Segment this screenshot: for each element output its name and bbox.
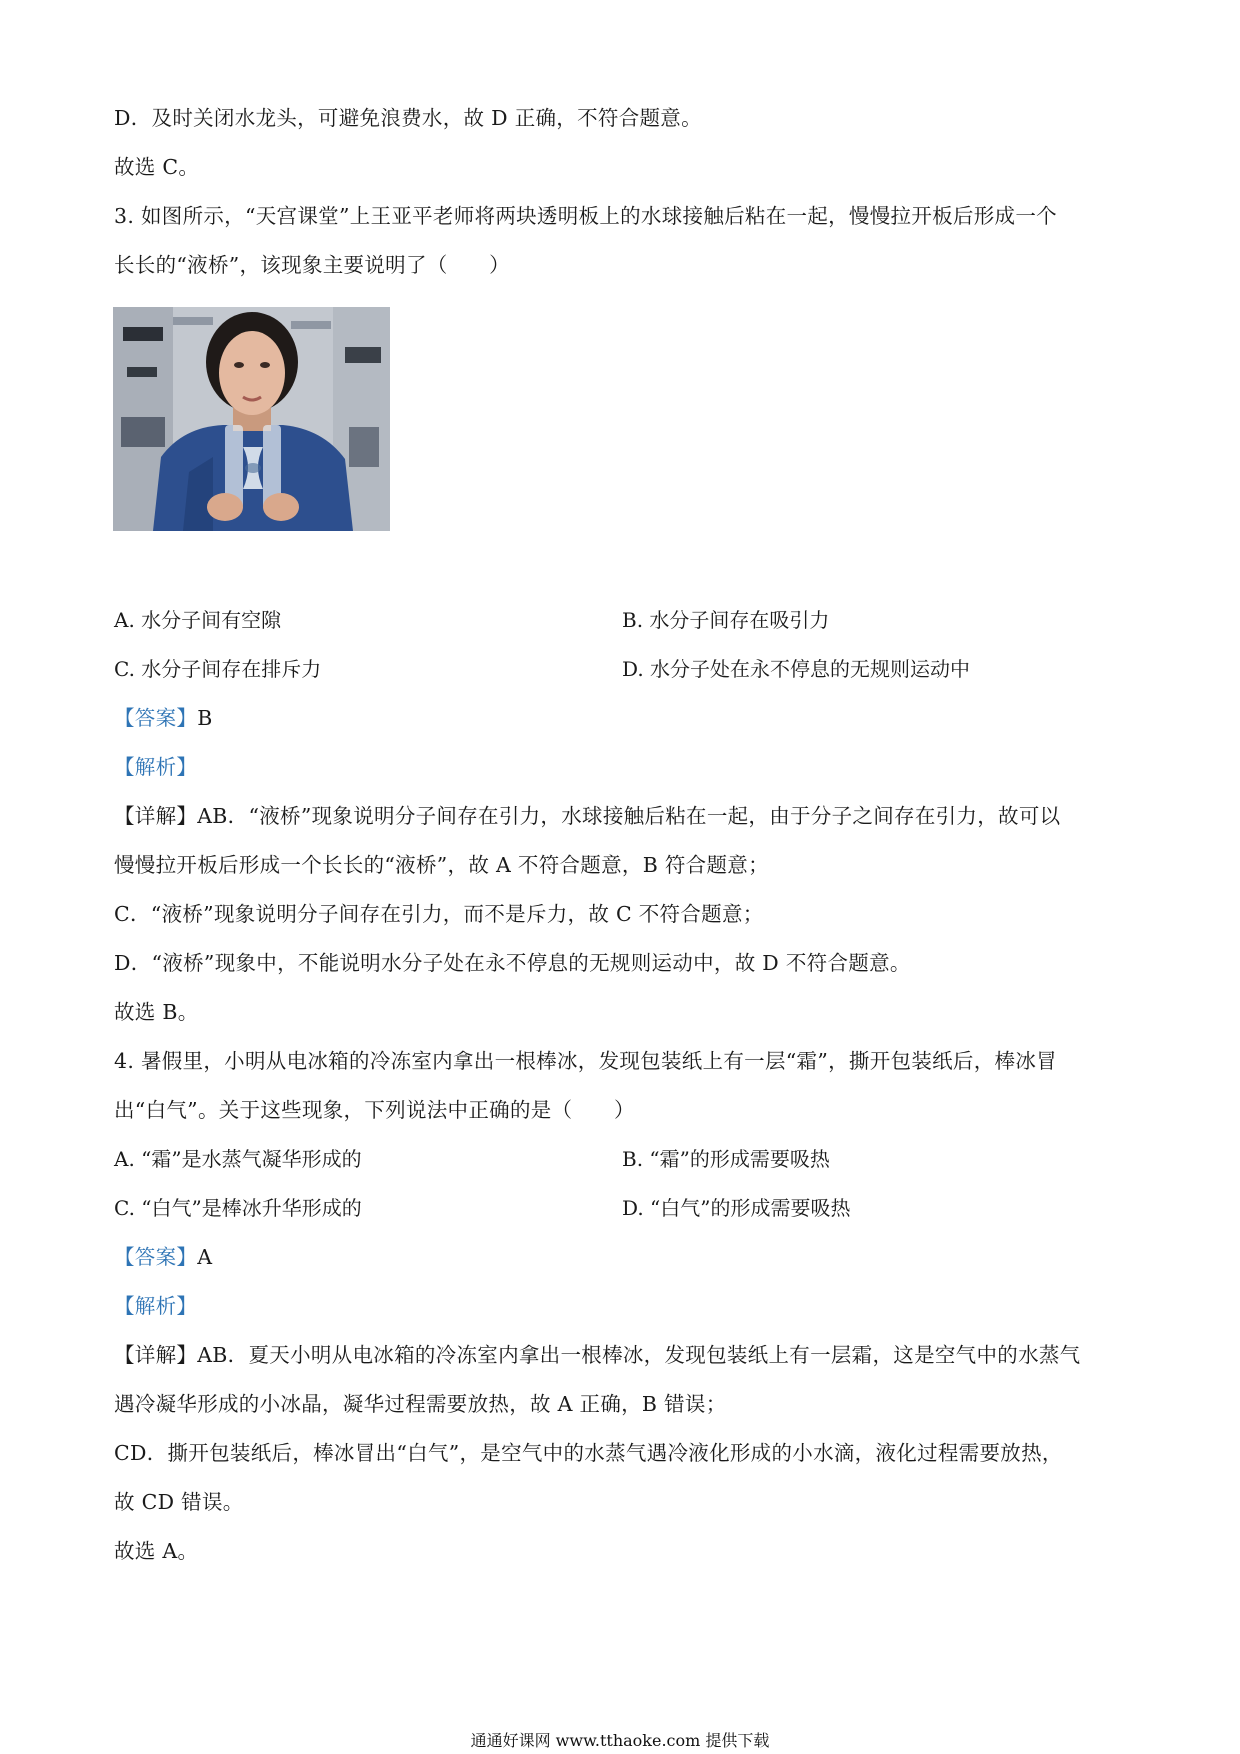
q3-detail bbox=[114, 802, 1060, 830]
q4-option-a: A. “霜”是水蒸气凝华形成的 bbox=[114, 1147, 362, 1171]
q4-option-c: C. “白气”是棒冰升华形成的 bbox=[114, 1196, 362, 1220]
answer-value: B bbox=[197, 706, 213, 730]
liquid-bridge-photo bbox=[113, 307, 390, 531]
text-line: 故选 C。 bbox=[114, 155, 200, 179]
q4-detail-line: CD．撕开包装纸后，棒冰冒出“白气”，是空气中的水蒸气遇冷液化形成的小水滴，液化过程需要放热， bbox=[114, 1441, 1063, 1465]
analysis-tag: 【解析】 bbox=[114, 1294, 198, 1318]
q3-detail-line: C．“液桥”现象说明分子间存在引力，而不是斥力，故 C 不符合题意； bbox=[114, 902, 764, 926]
question-3-stem-cont: 长长的“液桥”，该现象主要说明了（ ） bbox=[114, 253, 510, 277]
q3-analysis bbox=[114, 753, 197, 781]
q4-detail-line: 遇冷凝华形成的小冰晶，凝华过程需要放热，故 A 正确，B 错误； bbox=[114, 1392, 727, 1416]
detail-text: AB．“液桥”现象说明分子间存在引力，水球接触后粘在一起，由于分子之间存在引力，故可以 bbox=[197, 804, 1061, 828]
astronaut-image bbox=[113, 307, 390, 531]
question-4-stem-cont: 出“白气”。关于这些现象，下列说法中正确的是（ ） bbox=[114, 1098, 635, 1122]
answer-tag: 【答案】 bbox=[114, 706, 198, 730]
q3-answer bbox=[114, 704, 213, 732]
q3-option-c: C. 水分子间存在排斥力 bbox=[114, 657, 322, 681]
q4-detail bbox=[114, 1341, 1080, 1369]
q4-detail-line: 故 CD 错误。 bbox=[114, 1490, 244, 1514]
detail-tag: 【详解】 bbox=[114, 1343, 198, 1367]
q3-detail-line: D．“液桥”现象中，不能说明水分子处在永不停息的无规则运动中，故 D 不符合题意。 bbox=[114, 951, 911, 975]
footer-watermark: 通通好课网 www.tthaoke.com 提供下载 bbox=[470, 1731, 770, 1750]
answer-tag: 【答案】 bbox=[114, 1245, 198, 1269]
q3-detail-line: 慢慢拉开板后形成一个长长的“液桥”，故 A 不符合题意，B 符合题意； bbox=[114, 853, 769, 877]
q4-analysis bbox=[114, 1292, 197, 1320]
detail-text: AB．夏天小明从电冰箱的冷冻室内拿出一根棒冰，发现包装纸上有一层霜，这是空气中的水蒸气 bbox=[197, 1343, 1081, 1367]
question-4-stem: 4. 暑假里，小明从电冰箱的冷冻室内拿出一根棒冰，发现包装纸上有一层“霜”，撕开包装纸后，棒冰冒 bbox=[114, 1049, 1057, 1073]
q4-option-d: D. “白气”的形成需要吸热 bbox=[622, 1196, 851, 1220]
q4-answer bbox=[114, 1243, 212, 1271]
question-3-stem: 3. 如图所示，“天宫课堂”上王亚平老师将两块透明板上的水球接触后粘在一起，慢慢拉开板后形成一个 bbox=[114, 204, 1057, 228]
q3-option-a: A. 水分子间有空隙 bbox=[114, 608, 282, 632]
q3-conclusion: 故选 B。 bbox=[114, 1000, 199, 1024]
answer-value: A bbox=[197, 1245, 213, 1269]
q3-option-b: B. 水分子间存在吸引力 bbox=[622, 608, 830, 632]
analysis-tag: 【解析】 bbox=[114, 755, 198, 779]
detail-tag: 【详解】 bbox=[114, 804, 198, 828]
q3-option-d: D. 水分子处在永不停息的无规则运动中 bbox=[622, 657, 971, 681]
text-line: D．及时关闭水龙头，可避免浪费水，故 D 正确，不符合题意。 bbox=[114, 106, 702, 130]
q4-conclusion: 故选 A。 bbox=[114, 1539, 199, 1563]
q4-option-b: B. “霜”的形成需要吸热 bbox=[622, 1147, 830, 1171]
